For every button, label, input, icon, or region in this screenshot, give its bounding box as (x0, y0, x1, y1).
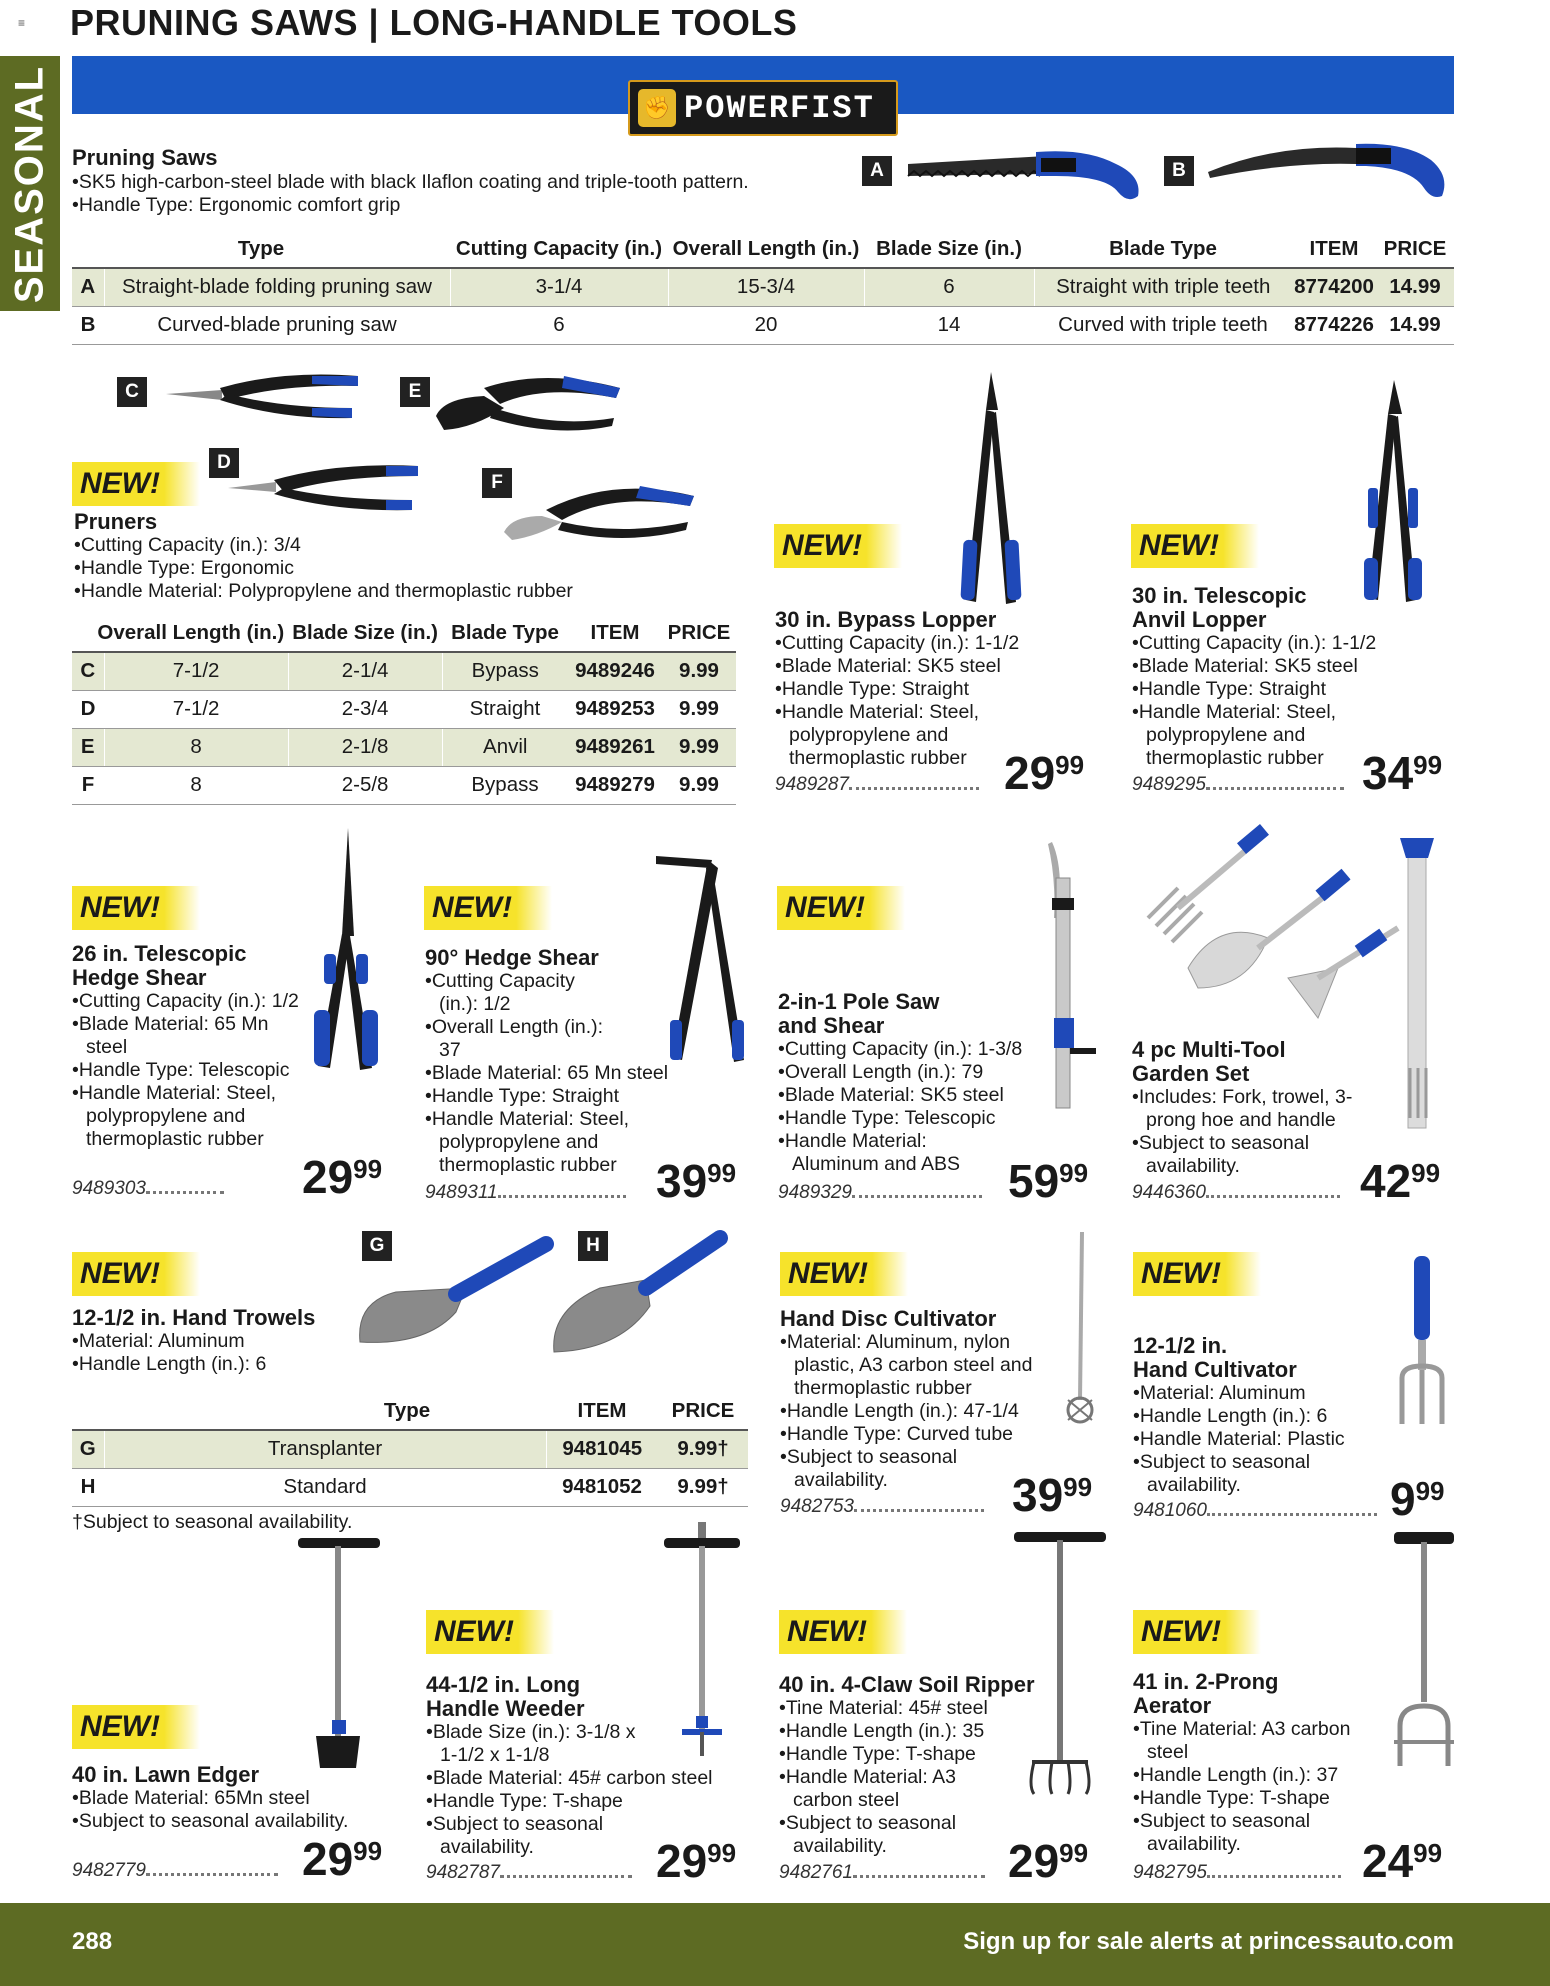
cell-blade: 2-3/4 (288, 690, 442, 728)
hedge-shear-26-bullet: •Handle Material: Steel, polypropylene and thermoplastic rubber (72, 1082, 277, 1150)
price-dollars: 59 (1008, 1155, 1060, 1207)
hand-cultivator-price (1390, 1473, 1445, 1525)
pruning-saws-title: Pruning Saws (72, 145, 218, 170)
row-key: D (72, 690, 104, 728)
pole-saw-price (1008, 1155, 1089, 1207)
cell-type: Transplanter (104, 1430, 546, 1468)
lawn-edger-bullet: •Blade Material: 65Mn steel (72, 1787, 310, 1809)
pruner-e-image (434, 368, 624, 438)
price-cents: 99 (1413, 750, 1443, 780)
disc-cultivator-sku (780, 1496, 984, 1518)
cell-blade-type: Straight with triple teeth (1034, 268, 1292, 306)
new-tag: NEW! (780, 1252, 908, 1296)
hand-cultivator-title-line2: Hand Cultivator (1133, 1357, 1297, 1382)
pruner-d-image (226, 460, 421, 516)
price-cents: 99 (707, 1838, 737, 1868)
cell-capacity: 3-1/4 (450, 268, 668, 306)
cell-type: Bypass (442, 652, 568, 690)
new-tag: NEW! (424, 886, 552, 930)
col-header: Blade Type (442, 614, 568, 652)
multi-tool-sku (1132, 1182, 1340, 1204)
price-cents: 99 (353, 1836, 383, 1866)
soil-ripper-bullet: •Subject to seasonal availability. (779, 1812, 957, 1857)
multi-tool-title-line2: Garden Set (1132, 1061, 1250, 1086)
price-cents: 99 (353, 1154, 383, 1184)
col-header: Blade Size (in.) (864, 230, 1034, 268)
row-key: F (72, 766, 104, 804)
bypass-lopper-sku (775, 774, 979, 796)
pole-saw-title-line2: and Shear (778, 1013, 885, 1038)
pole-saw-title-line1: 2-in-1 Pole Saw (778, 989, 940, 1014)
col-header: Cutting Capacity (in.) (450, 230, 668, 268)
table-row (72, 766, 736, 804)
cell-length: 15-3/4 (668, 268, 864, 306)
multi-tool-title-line1: 4 pc Multi-Tool (1132, 1037, 1286, 1062)
lawn-edger-new-tag (72, 1705, 200, 1749)
anvil-lopper-title-line1: 30 in. Telescopic (1132, 583, 1307, 608)
cell-type: Straight (442, 690, 568, 728)
cell-price: 9.99 (662, 690, 736, 728)
hand-trowels-table (72, 1392, 748, 1534)
price-dollars: 9 (1390, 1473, 1416, 1525)
new-tag: NEW! (1131, 524, 1259, 568)
new-tag: NEW! (72, 886, 200, 930)
sku-number: 9489295 (1132, 774, 1206, 795)
weeder-bullet: •Blade Material: 45# carbon steel (426, 1767, 713, 1789)
hand-cultivator-section (1133, 1334, 1383, 1497)
price-dollars: 39 (656, 1155, 708, 1207)
label-g: G (362, 1231, 392, 1261)
hand-trowels-title: 12-1/2 in. Hand Trowels (72, 1305, 316, 1330)
lawn-edger-price (302, 1833, 383, 1885)
hand-cultivator-bullet: •Material: Aluminum (1133, 1382, 1306, 1404)
disc-cultivator-bullet: •Handle Length (in.): 47-1/4 (780, 1400, 1019, 1422)
menu-icon[interactable]: ≡ (18, 16, 26, 30)
soil-ripper-bullet: •Tine Material: 45# steel (779, 1697, 988, 1719)
pole-saw-bullet: •Handle Type: Telescopic (778, 1107, 996, 1129)
anvil-lopper-sku (1132, 774, 1344, 796)
new-tag: NEW! (72, 462, 200, 506)
soil-ripper-new-tag (779, 1610, 907, 1654)
soil-ripper-title: 40 in. 4-Claw Soil Ripper (779, 1672, 1035, 1697)
lawn-edger-title: 40 in. Lawn Edger (72, 1762, 260, 1787)
anvil-lopper-bullet: •Handle Type: Straight (1132, 678, 1327, 700)
pruning-saws-section (72, 146, 749, 217)
cell-item: 8774200 (1292, 268, 1376, 306)
cell-item: 9481052 (546, 1468, 658, 1506)
pruners-bullet: •Handle Material: Polypropylene and thermoplastic rubber (74, 580, 573, 602)
sku-number: 9489287 (775, 774, 849, 795)
pole-saw-bullet: •Cutting Capacity (in.): 1-3/8 (778, 1038, 1023, 1060)
cell-price: 9.99† (658, 1430, 748, 1468)
col-header: PRICE (662, 614, 736, 652)
pole-saw-section (778, 990, 1078, 1176)
cell-type: Standard (104, 1468, 546, 1506)
anvil-lopper-section (1132, 584, 1452, 770)
cell-price: 9.99 (662, 652, 736, 690)
table-row (72, 652, 736, 690)
label-f: F (482, 468, 512, 498)
hand-cultivator-bullet: •Handle Length (in.): 6 (1133, 1405, 1328, 1427)
col-header: Overall Length (in.) (668, 230, 864, 268)
aerator-sku (1133, 1862, 1341, 1884)
disc-cultivator-bullet: •Subject to seasonal availability. (780, 1446, 958, 1491)
pruners-title: Pruners (74, 509, 158, 534)
disc-cultivator-new-tag (780, 1252, 908, 1296)
cell-type: Anvil (442, 728, 568, 766)
anvil-lopper-bullet: •Blade Material: SK5 steel (1132, 655, 1358, 677)
sku-number: 9482795 (1133, 1862, 1207, 1883)
bypass-lopper-bullet: •Handle Material: Steel, polypropylene and thermoplastic rubber (775, 701, 980, 769)
cell-type: Curved-blade pruning saw (104, 306, 450, 344)
sale-alerts-link[interactable]: Sign up for sale alerts at princessauto.com (963, 1928, 1454, 1955)
row-key: A (72, 268, 104, 306)
price-dollars: 42 (1360, 1155, 1412, 1207)
price-cents: 99 (1063, 1472, 1093, 1502)
hand-trowels-footnote: †Subject to seasonal availability. (72, 1510, 353, 1533)
aerator-image (1392, 1530, 1456, 1770)
bypass-lopper-image (946, 370, 1036, 610)
hand-cultivator-sku (1133, 1500, 1377, 1522)
footer-bar (0, 1903, 1550, 1986)
price-cents: 99 (1055, 750, 1085, 780)
table-row (72, 1468, 748, 1506)
new-tag: NEW! (1133, 1610, 1261, 1654)
hedge-shear-26-new-tag (72, 886, 200, 930)
page-title: PRUNING SAWS | LONG-HANDLE TOOLS (70, 2, 798, 43)
lawn-edger-sku (72, 1860, 278, 1882)
new-tag: NEW! (72, 1252, 200, 1296)
new-tag: NEW! (777, 886, 905, 930)
pruning-saws-bullet: •SK5 high-carbon-steel blade with black Ilaflon coating and triple-tooth pattern. (72, 171, 749, 193)
label-e: E (400, 377, 430, 407)
price-cents: 99 (1415, 1476, 1445, 1506)
aerator-title-line1: 41 in. 2-Prong (1133, 1669, 1279, 1694)
cell-blade: 2-1/4 (288, 652, 442, 690)
sku-number: 9489311 (425, 1182, 498, 1203)
price-dollars: 34 (1362, 747, 1414, 799)
brand-logo (628, 80, 898, 136)
cell-length: 7-1/2 (104, 690, 288, 728)
soil-ripper-sku (779, 1862, 985, 1884)
col-header: Type (72, 230, 450, 268)
hedge-shear-90-title: 90° Hedge Shear (425, 945, 599, 970)
sku-number: 9489329 (778, 1182, 852, 1203)
aerator-title-line2: Aerator (1133, 1693, 1212, 1718)
hedge-shear-26-title-line1: 26 in. Telescopic (72, 941, 247, 966)
anvil-lopper-image (1350, 378, 1440, 608)
soil-ripper-bullet: •Handle Length (in.): 35 (779, 1720, 985, 1742)
section-tab-label: SEASONAL (7, 64, 52, 304)
new-tag: NEW! (426, 1610, 554, 1654)
cell-item: 9489261 (568, 728, 662, 766)
anvil-lopper-new-tag (1131, 524, 1259, 568)
multi-tool-price (1360, 1155, 1441, 1207)
anvil-lopper-title-line2: Anvil Lopper (1132, 607, 1267, 632)
standard-trowel-image (550, 1220, 750, 1360)
col-header: Blade Size (in.) (288, 614, 442, 652)
cell-length: 20 (668, 306, 864, 344)
cell-length: 8 (104, 728, 288, 766)
weeder-section (426, 1673, 756, 1859)
weeder-new-tag (426, 1610, 554, 1654)
pruners-section (74, 510, 573, 603)
hand-cultivator-image (1396, 1254, 1460, 1434)
price-dollars: 29 (302, 1833, 354, 1885)
cell-type: Bypass (442, 766, 568, 804)
hedge-shear-90-new-tag (424, 886, 552, 930)
hand-cultivator-new-tag (1133, 1252, 1261, 1296)
cell-item: 8774226 (1292, 306, 1376, 344)
disc-cultivator-image (1060, 1230, 1100, 1442)
aerator-bullet: •Handle Length (in.): 37 (1133, 1764, 1339, 1786)
hedge-shear-26-title-line2: Hedge Shear (72, 965, 207, 990)
label-c: C (117, 377, 147, 407)
page-number: 288 (72, 1928, 113, 1955)
pole-saw-new-tag (777, 886, 905, 930)
cell-price: 9.99 (662, 728, 736, 766)
anvil-lopper-price (1362, 747, 1443, 799)
col-header: ITEM (568, 614, 662, 652)
price-dollars: 29 (302, 1151, 354, 1203)
col-header: ITEM (546, 1392, 658, 1430)
multi-tool-bullet: •Includes: Fork, trowel, 3-prong hoe and handle (1132, 1086, 1353, 1131)
price-dollars: 24 (1362, 1835, 1414, 1887)
soil-ripper-section (779, 1673, 1079, 1858)
col-header: Type (72, 1392, 546, 1430)
cell-length: 8 (104, 766, 288, 804)
hedge-shear-90-bullet: •Cutting Capacity (in.): 1/2 (425, 970, 575, 1015)
col-header: ITEM (1292, 230, 1376, 268)
col-header: Overall Length (in.) (72, 614, 288, 652)
label-d: D (209, 448, 239, 478)
pole-saw-bullet: •Blade Material: SK5 steel (778, 1084, 1004, 1106)
new-tag: NEW! (1133, 1252, 1261, 1296)
hedge-shear-90-bullet: •Handle Type: Straight (425, 1085, 620, 1107)
sku-number: 9482787 (426, 1862, 500, 1883)
hedge-shear-90-section (425, 946, 725, 1177)
price-dollars: 29 (1008, 1835, 1060, 1887)
cell-item: 9481045 (546, 1430, 658, 1468)
cell-blade: 2-1/8 (288, 728, 442, 766)
disc-cultivator-title: Hand Disc Cultivator (780, 1306, 997, 1331)
hand-trowels-new-tag (72, 1252, 200, 1296)
soil-ripper-bullet: •Handle Type: T-shape (779, 1743, 976, 1765)
pole-saw-sku (778, 1182, 982, 1204)
sku-number: 9482753 (780, 1496, 854, 1517)
weeder-title-line1: 44-1/2 in. Long (426, 1672, 581, 1697)
pruning-saws-bullet: •Handle Type: Ergonomic comfort grip (72, 194, 401, 216)
row-key: H (72, 1468, 104, 1506)
soil-ripper-bullet: •Handle Material: A3 carbon steel (779, 1766, 957, 1811)
price-dollars: 29 (656, 1835, 708, 1887)
weeder-title-line2: Handle Weeder (426, 1696, 585, 1721)
aerator-new-tag (1133, 1610, 1261, 1654)
weeder-bullet: •Subject to seasonal availability. (426, 1813, 604, 1858)
hedge-shear-26-bullet: •Cutting Capacity (in.): 1/2 (72, 990, 299, 1012)
sku-number: 9482761 (779, 1862, 853, 1883)
hedge-shear-90-bullet: •Handle Material: Steel, polypropylene and thermoplastic rubber (425, 1108, 630, 1176)
col-header: PRICE (1376, 230, 1454, 268)
new-tag: NEW! (779, 1610, 907, 1654)
weeder-bullet: •Handle Type: T-shape (426, 1790, 623, 1812)
weeder-sku (426, 1862, 632, 1884)
new-tag: NEW! (774, 524, 902, 568)
cell-blade-type: Curved with triple teeth (1034, 306, 1292, 344)
cell-length: 7-1/2 (104, 652, 288, 690)
anvil-lopper-bullet: •Cutting Capacity (in.): 1-1/2 (1132, 632, 1377, 654)
pruning-saws-table (72, 230, 1454, 345)
new-tag: NEW! (72, 1705, 200, 1749)
col-header: Blade Type (1034, 230, 1292, 268)
hedge-shear-26-price (302, 1151, 383, 1203)
hedge-shear-26-bullet: •Blade Material: 65 Mn steel (72, 1013, 269, 1058)
pole-saw-bullet: •Handle Material: Aluminum and ABS (778, 1130, 961, 1175)
price-cents: 99 (707, 1158, 737, 1188)
hand-cultivator-title-line1: 12-1/2 in. (1133, 1333, 1228, 1358)
section-tab (0, 56, 60, 311)
aerator-bullet: •Tine Material: A3 carbon steel (1133, 1718, 1351, 1763)
aerator-bullet: •Handle Type: T-shape (1133, 1787, 1330, 1809)
multi-tool-section (1132, 1038, 1382, 1178)
table-row (72, 268, 1454, 306)
cell-price: 9.99 (662, 766, 736, 804)
pruners-bullet: •Handle Type: Ergonomic (74, 557, 295, 579)
hedge-shear-90-sku (425, 1182, 626, 1204)
cell-blade: 14 (864, 306, 1034, 344)
weeder-price (656, 1835, 737, 1887)
col-header: PRICE (658, 1392, 748, 1430)
bypass-lopper-section (775, 608, 1115, 770)
table-row (72, 728, 736, 766)
hedge-shear-26-sku (72, 1178, 224, 1200)
brand-name: POWERFIST (684, 89, 875, 127)
disc-cultivator-price (1012, 1469, 1093, 1521)
pruners-table (72, 614, 736, 805)
pruners-bullet: •Cutting Capacity (in.): 3/4 (74, 534, 301, 556)
disc-cultivator-section (780, 1307, 1060, 1492)
row-key: C (72, 652, 104, 690)
aerator-bullet: •Subject to seasonal availability. (1133, 1810, 1311, 1855)
cell-blade: 2-5/8 (288, 766, 442, 804)
aerator-section (1133, 1670, 1393, 1856)
fist-icon: ✊ (638, 89, 676, 127)
multi-tool-bullet: •Subject to seasonal availability. (1132, 1132, 1310, 1177)
price-cents: 99 (1411, 1158, 1441, 1188)
hand-cultivator-bullet: •Handle Material: Plastic (1133, 1428, 1345, 1450)
hedge-shear-90-price (656, 1155, 737, 1207)
anvil-lopper-bullet: •Handle Material: Steel, polypropylene and thermoplastic rubber (1132, 701, 1337, 769)
soil-ripper-price (1008, 1835, 1089, 1887)
disc-cultivator-bullet: •Handle Type: Curved tube (780, 1423, 1014, 1445)
hand-cultivator-bullet: •Subject to seasonal availability. (1133, 1451, 1311, 1496)
aerator-price (1362, 1835, 1443, 1887)
hand-trowels-section (72, 1306, 315, 1376)
price-cents: 99 (1059, 1158, 1089, 1188)
bypass-lopper-bullet: •Handle Type: Straight (775, 678, 970, 700)
price-cents: 99 (1413, 1838, 1443, 1868)
row-key: E (72, 728, 104, 766)
sku-number: 9446360 (1132, 1182, 1206, 1203)
cell-type: Straight-blade folding pruning saw (104, 268, 450, 306)
label-h: H (578, 1231, 608, 1261)
price-cents: 99 (1059, 1838, 1089, 1868)
cell-item: 9489279 (568, 766, 662, 804)
bypass-lopper-new-tag (774, 524, 902, 568)
cell-price: 14.99 (1376, 306, 1454, 344)
price-dollars: 29 (1004, 747, 1056, 799)
lawn-edger-section (72, 1763, 372, 1833)
folding-saw-image (906, 146, 1146, 206)
row-key: G (72, 1430, 104, 1468)
cell-item: 9489246 (568, 652, 662, 690)
bypass-lopper-bullet: •Blade Material: SK5 steel (775, 655, 1001, 677)
cell-blade: 6 (864, 268, 1034, 306)
label-b: B (1164, 156, 1194, 186)
cell-price: 9.99† (658, 1468, 748, 1506)
hedge-shear-26-bullet: •Handle Type: Telescopic (72, 1059, 290, 1081)
sku-number: 9489303 (72, 1178, 146, 1199)
bypass-lopper-price (1004, 747, 1085, 799)
cell-capacity: 6 (450, 306, 668, 344)
table-row (72, 306, 1454, 344)
table-row (72, 690, 736, 728)
curved-saw-image (1206, 138, 1450, 202)
sku-number: 9481060 (1133, 1500, 1207, 1521)
hedge-shear-90-bullet: •Blade Material: 65 Mn steel (425, 1062, 669, 1084)
hedge-shear-90-bullet: •Overall Length (in.): 37 (425, 1016, 604, 1061)
bypass-lopper-bullet: •Cutting Capacity (in.): 1-1/2 (775, 632, 1020, 654)
weeder-bullet: •Blade Size (in.): 3-1/8 x 1-1/2 x 1-1/8 (426, 1721, 636, 1766)
pruner-c-image (162, 364, 362, 428)
label-a: A (862, 156, 892, 186)
sku-number: 9482779 (72, 1860, 146, 1881)
cell-item: 9489253 (568, 690, 662, 728)
hand-trowels-bullet: •Handle Length (in.): 6 (72, 1353, 267, 1375)
table-row (72, 1430, 748, 1468)
price-dollars: 39 (1012, 1469, 1064, 1521)
lawn-edger-bullet: •Subject to seasonal availability. (72, 1810, 349, 1832)
disc-cultivator-bullet: •Material: Aluminum, nylon plastic, A3 carbon steel and thermoplastic rubber (780, 1331, 1033, 1399)
transplanter-image (356, 1232, 556, 1352)
hand-trowels-bullet: •Material: Aluminum (72, 1330, 245, 1352)
bypass-lopper-title: 30 in. Bypass Lopper (775, 607, 997, 632)
pole-saw-bullet: •Overall Length (in.): 79 (778, 1061, 984, 1083)
lawn-edger-image (296, 1536, 382, 1776)
hedge-shear-26-section (72, 942, 322, 1151)
row-key: B (72, 306, 104, 344)
cell-price: 14.99 (1376, 268, 1454, 306)
pruners-new-tag (72, 462, 200, 506)
